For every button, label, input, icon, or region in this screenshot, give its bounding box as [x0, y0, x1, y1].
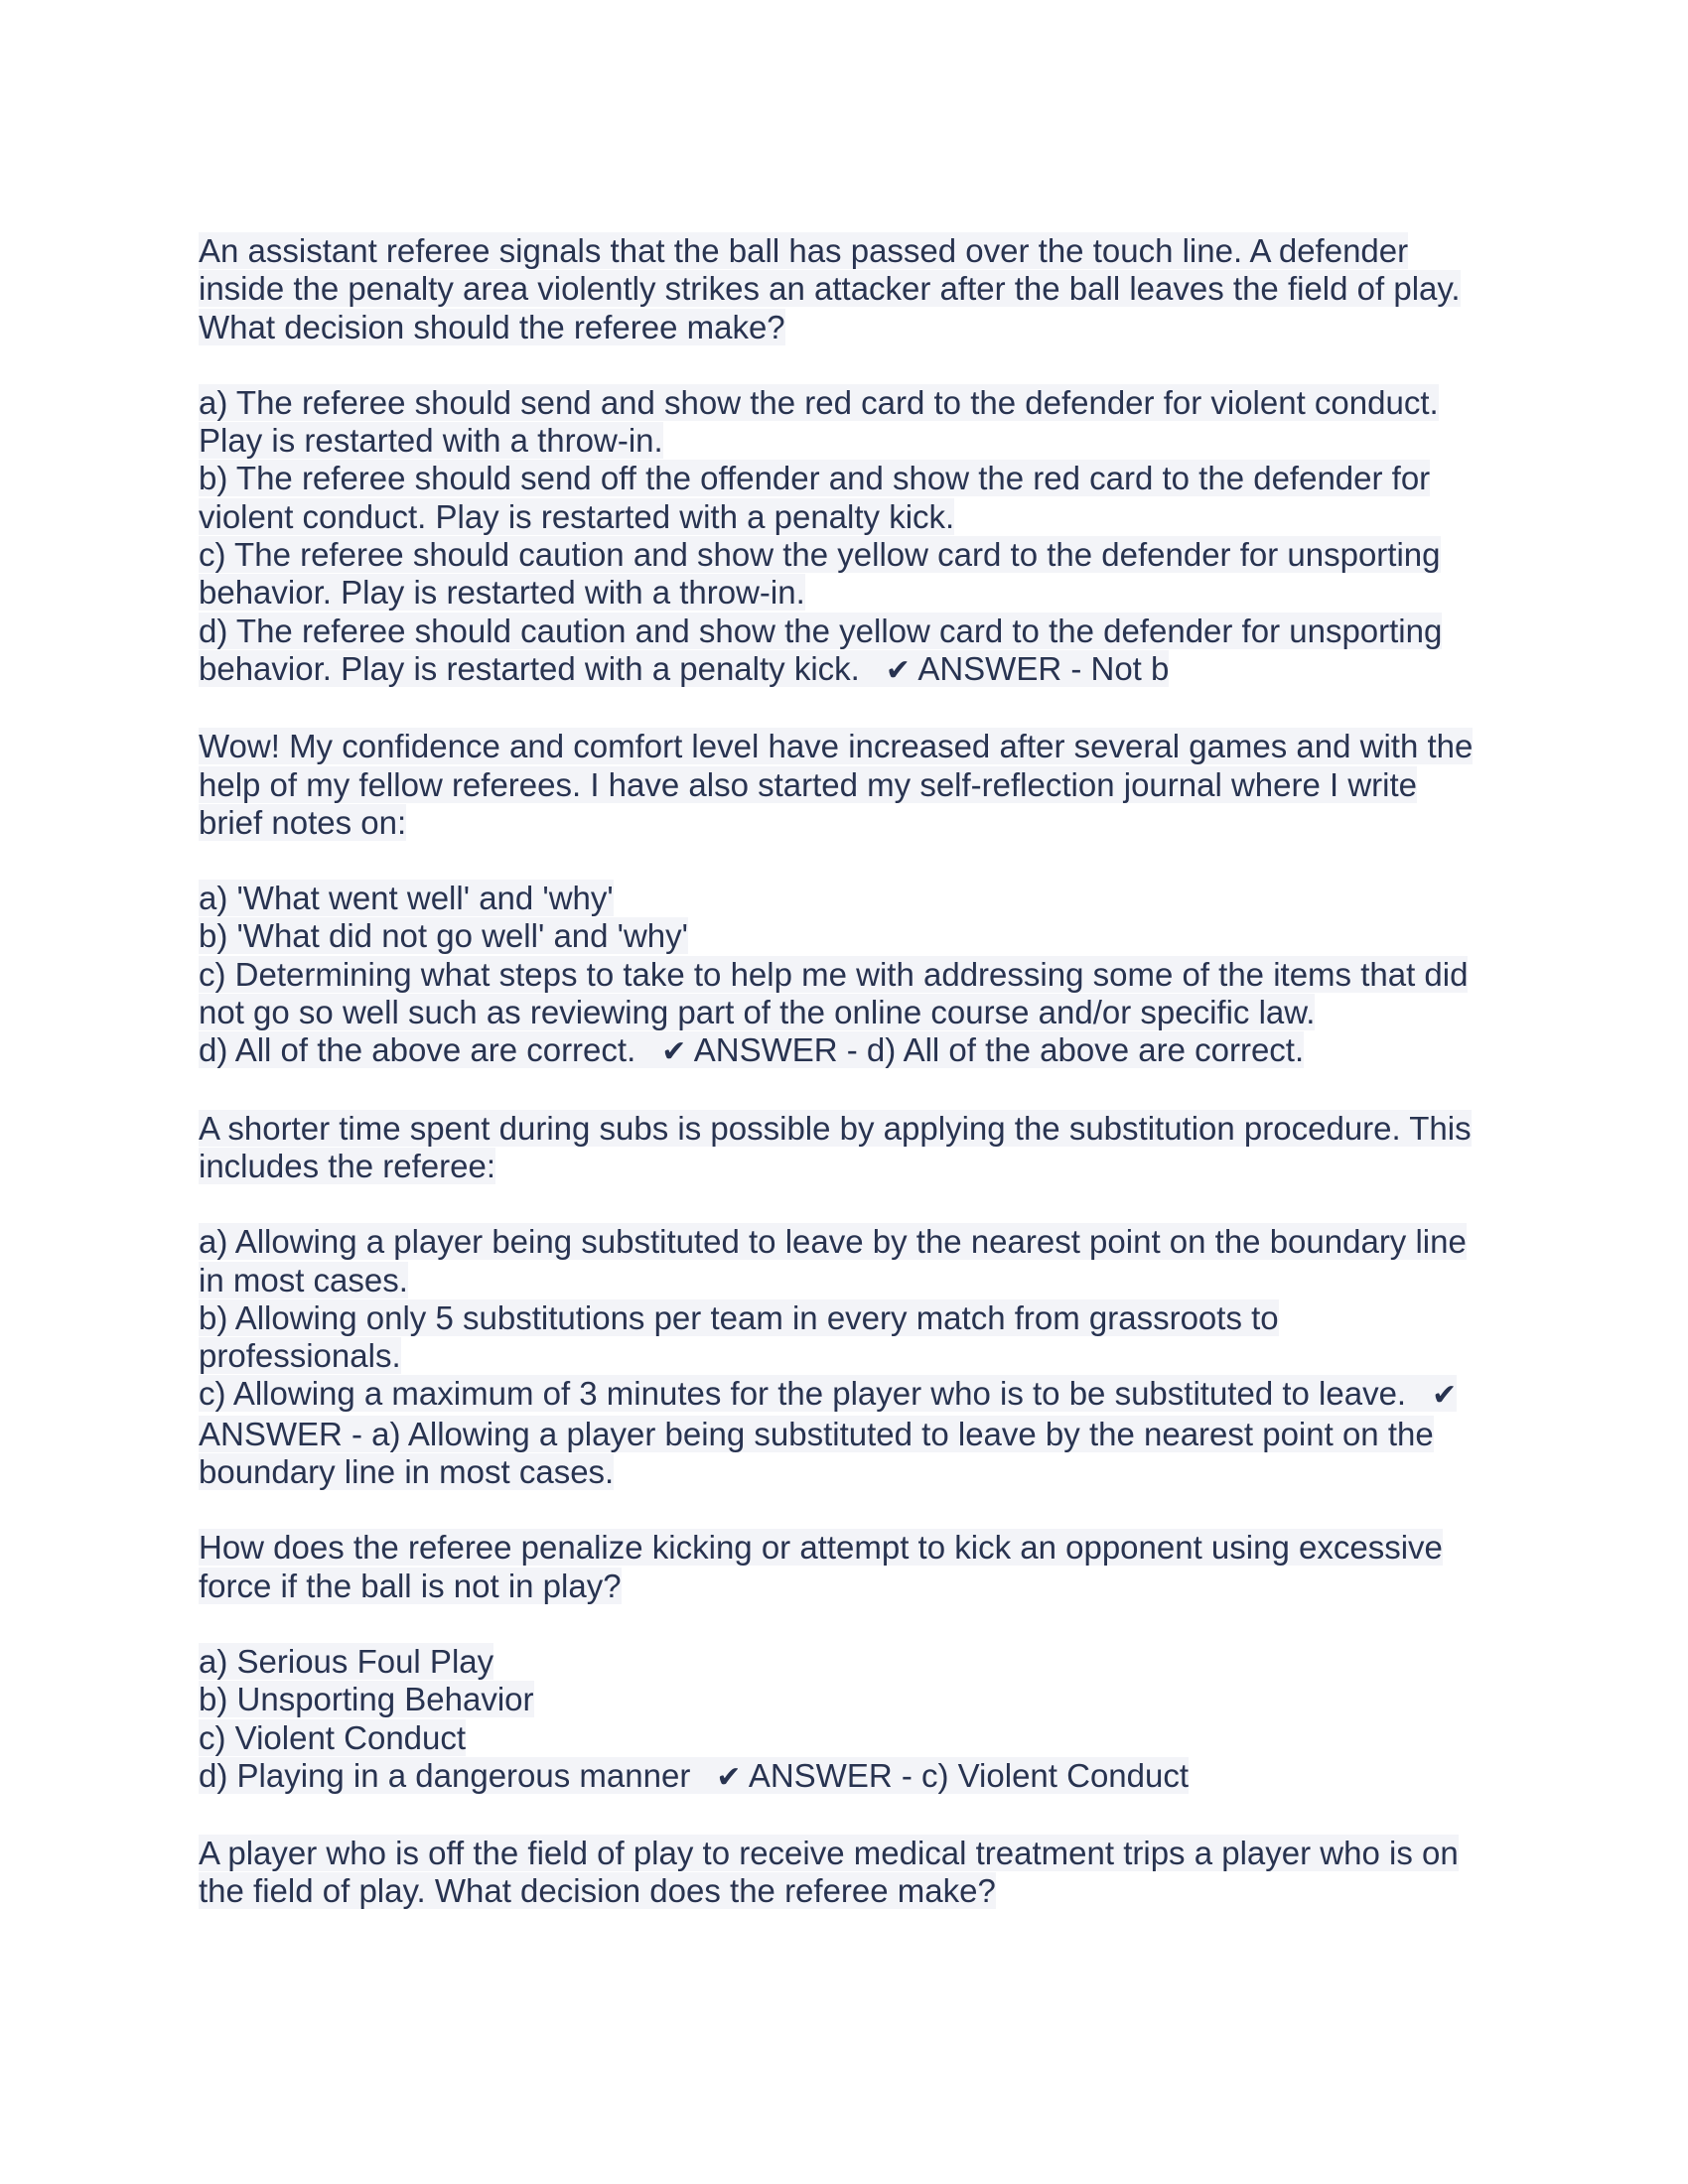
check-icon: ✔ [716, 1759, 742, 1795]
question-4 [199, 1529, 1499, 1605]
option-line: c) The referee should caution and show the yellow card to the defender for unsporting [199, 536, 1441, 574]
question-5 [199, 1835, 1499, 1911]
option-line: not go so well such as reviewing part of the online course and/or specific law. [199, 994, 1316, 1031]
option-line: d) Playing in a dangerous manner [199, 1756, 691, 1794]
question-3 [199, 1110, 1499, 1186]
option-line: a) Serious Foul Play [199, 1642, 494, 1680]
option-line: d) The referee should caution and show the yellow card to the defender for unsporting [199, 612, 1443, 649]
option-line: a) The referee should send and show the red card to the defender for violent conduct. [199, 383, 1439, 421]
option-line: c) Determining what steps to take to help me with addressing some of the items that did [199, 955, 1469, 993]
option-line: in most cases. [199, 1261, 408, 1298]
option-line: b) The referee should send off the offender and show the red card to the defender for [199, 460, 1431, 497]
question-text-line: inside the penalty area violently strikes an attacker after the ball leaves the field of play. [199, 270, 1461, 308]
answer-text: ANSWER - c) Violent Conduct [748, 1756, 1190, 1794]
question-text-line: brief notes on: [199, 803, 407, 841]
check-icon: ✔ [1432, 1378, 1458, 1414]
option-line: violent conduct. Play is restarted with a penalty kick. [199, 497, 955, 535]
option-line: b) 'What did not go well' and 'why' [199, 917, 688, 955]
option-line: behavior. Play is restarted with a penalty kick. [199, 649, 860, 687]
option-line: d) All of the above are correct. [199, 1031, 636, 1069]
question-text-line: includes the referee: [199, 1147, 496, 1184]
question-text-line: Wow! My confidence and comfort level have increased after several games and with the [199, 728, 1474, 765]
check-icon: ✔ [885, 652, 911, 688]
answer-text: boundary line in most cases. [199, 1453, 615, 1491]
question-text-line: A shorter time spent during subs is possible by applying the substitution procedure. This [199, 1109, 1472, 1147]
question-3-options [199, 1223, 1499, 1491]
option-line: professionals. [199, 1337, 401, 1375]
question-text-line: the field of play. What decision does the referee make? [199, 1872, 996, 1910]
option-line: a) 'What went well' and 'why' [199, 880, 614, 917]
check-icon: ✔ [661, 1034, 687, 1070]
answer-text: ANSWER - d) All of the above are correct. [693, 1031, 1305, 1069]
question-text-line: What decision should the referee make? [199, 308, 785, 345]
option-line: Play is restarted with a throw-in. [199, 422, 663, 460]
option-line: c) Allowing a maximum of 3 minutes for the player who is to be substituted to leave. [199, 1375, 1407, 1413]
question-2 [199, 728, 1499, 842]
document-page [199, 232, 1499, 1949]
question-2-options [199, 880, 1499, 1071]
question-1-options [199, 384, 1499, 690]
option-line: b) Unsporting Behavior [199, 1681, 534, 1718]
question-text-line: A player who is off the field of play to receive medical treatment trips a player who is on [199, 1835, 1459, 1872]
option-line: b) Allowing only 5 substitutions per team in every match from grassroots to [199, 1298, 1279, 1336]
question-text-line: How does the referee penalize kicking or attempt to kick an opponent using excessive [199, 1529, 1443, 1567]
question-text-line: help of my fellow referees. I have also started my self-reflection journal where I write [199, 765, 1418, 803]
question-1 [199, 232, 1499, 346]
answer-text: ANSWER - Not b [917, 649, 1170, 687]
question-text-line: force if the ball is not in play? [199, 1567, 622, 1604]
option-line: c) Violent Conduct [199, 1718, 467, 1756]
option-line: a) Allowing a player being substituted to leave by the nearest point on the boundary line [199, 1223, 1467, 1261]
answer-text: ANSWER - a) Allowing a player being substituted to leave by the nearest point on the [199, 1415, 1434, 1452]
question-4-options [199, 1643, 1499, 1797]
question-text-line: An assistant referee signals that the ball has passed over the touch line. A defender [199, 232, 1409, 269]
option-line: behavior. Play is restarted with a throw-in. [199, 574, 805, 612]
